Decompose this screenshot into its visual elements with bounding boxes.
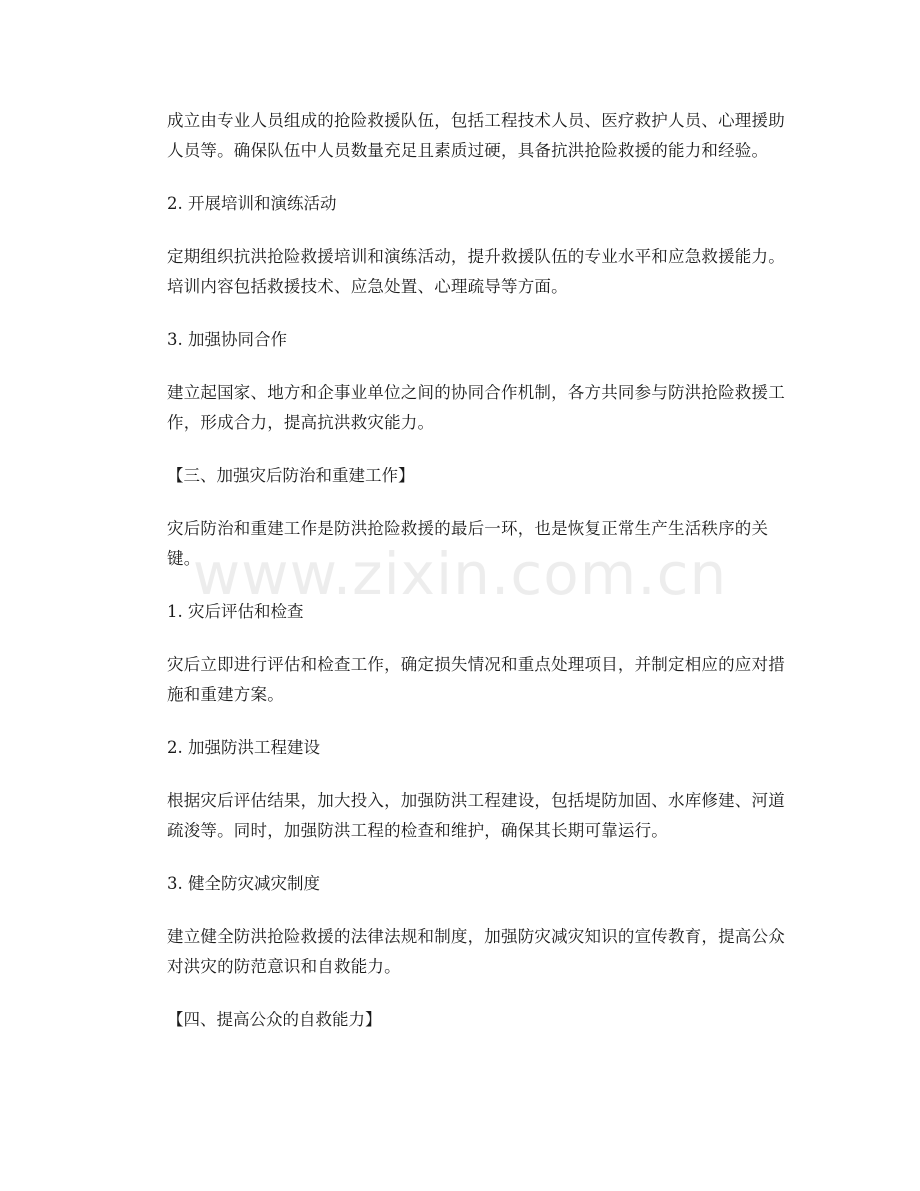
section-heading: 2. 加强防洪工程建设 <box>167 738 320 757</box>
body-paragraph: 灾后防治和重建工作是防洪抢险救援的最后一环，也是恢复正常生产生活秩序的关键。 <box>167 519 769 568</box>
body-paragraph: 定期组织抗洪抢险救援培训和演练活动，提升救援队伍的专业水平和应急救援能力。培训内容包括救援技术、应急处置、心理疏导等方面。 <box>167 247 785 296</box>
section-heading: 3. 健全防灾减灾制度 <box>167 874 320 893</box>
section-heading: 3. 加强协同合作 <box>167 330 287 349</box>
body-paragraph: 建立健全防洪抢险救援的法律法规和制度，加强防灾减灾知识的宣传教育，提高公众对洪灾的防范意识和自救能力。 <box>167 927 785 976</box>
chapter-heading: 【三、加强灾后防治和重建工作】 <box>167 466 415 485</box>
document-body <box>167 106 787 1058</box>
body-paragraph: 成立由专业人员组成的抢险救援队伍，包括工程技术人员、医疗救护人员、心理援助人员等。确保队伍中人员数量充足且素质过硬，具备抗洪抢险救援的能力和经验。 <box>167 111 785 160</box>
section-heading: 2. 开展培训和演练活动 <box>167 194 337 213</box>
watermark: www.zixin.com.cn <box>192 540 728 608</box>
body-paragraph: 根据灾后评估结果，加大投入，加强防洪工程建设，包括堤防加固、水库修建、河道疏浚等。同时，加强防洪工程的检查和维护，确保其长期可靠运行。 <box>167 791 785 840</box>
section-heading: 1. 灾后评估和检查 <box>167 602 304 621</box>
body-paragraph: 灾后立即进行评估和检查工作，确定损失情况和重点处理项目，并制定相应的应对措施和重建方案。 <box>167 655 785 704</box>
body-paragraph: 建立起国家、地方和企事业单位之间的协同合作机制，各方共同参与防洪抢险救援工作，形成合力，提高抗洪救灾能力。 <box>167 383 785 432</box>
chapter-heading: 【四、提高公众的自救能力】 <box>167 1010 382 1029</box>
